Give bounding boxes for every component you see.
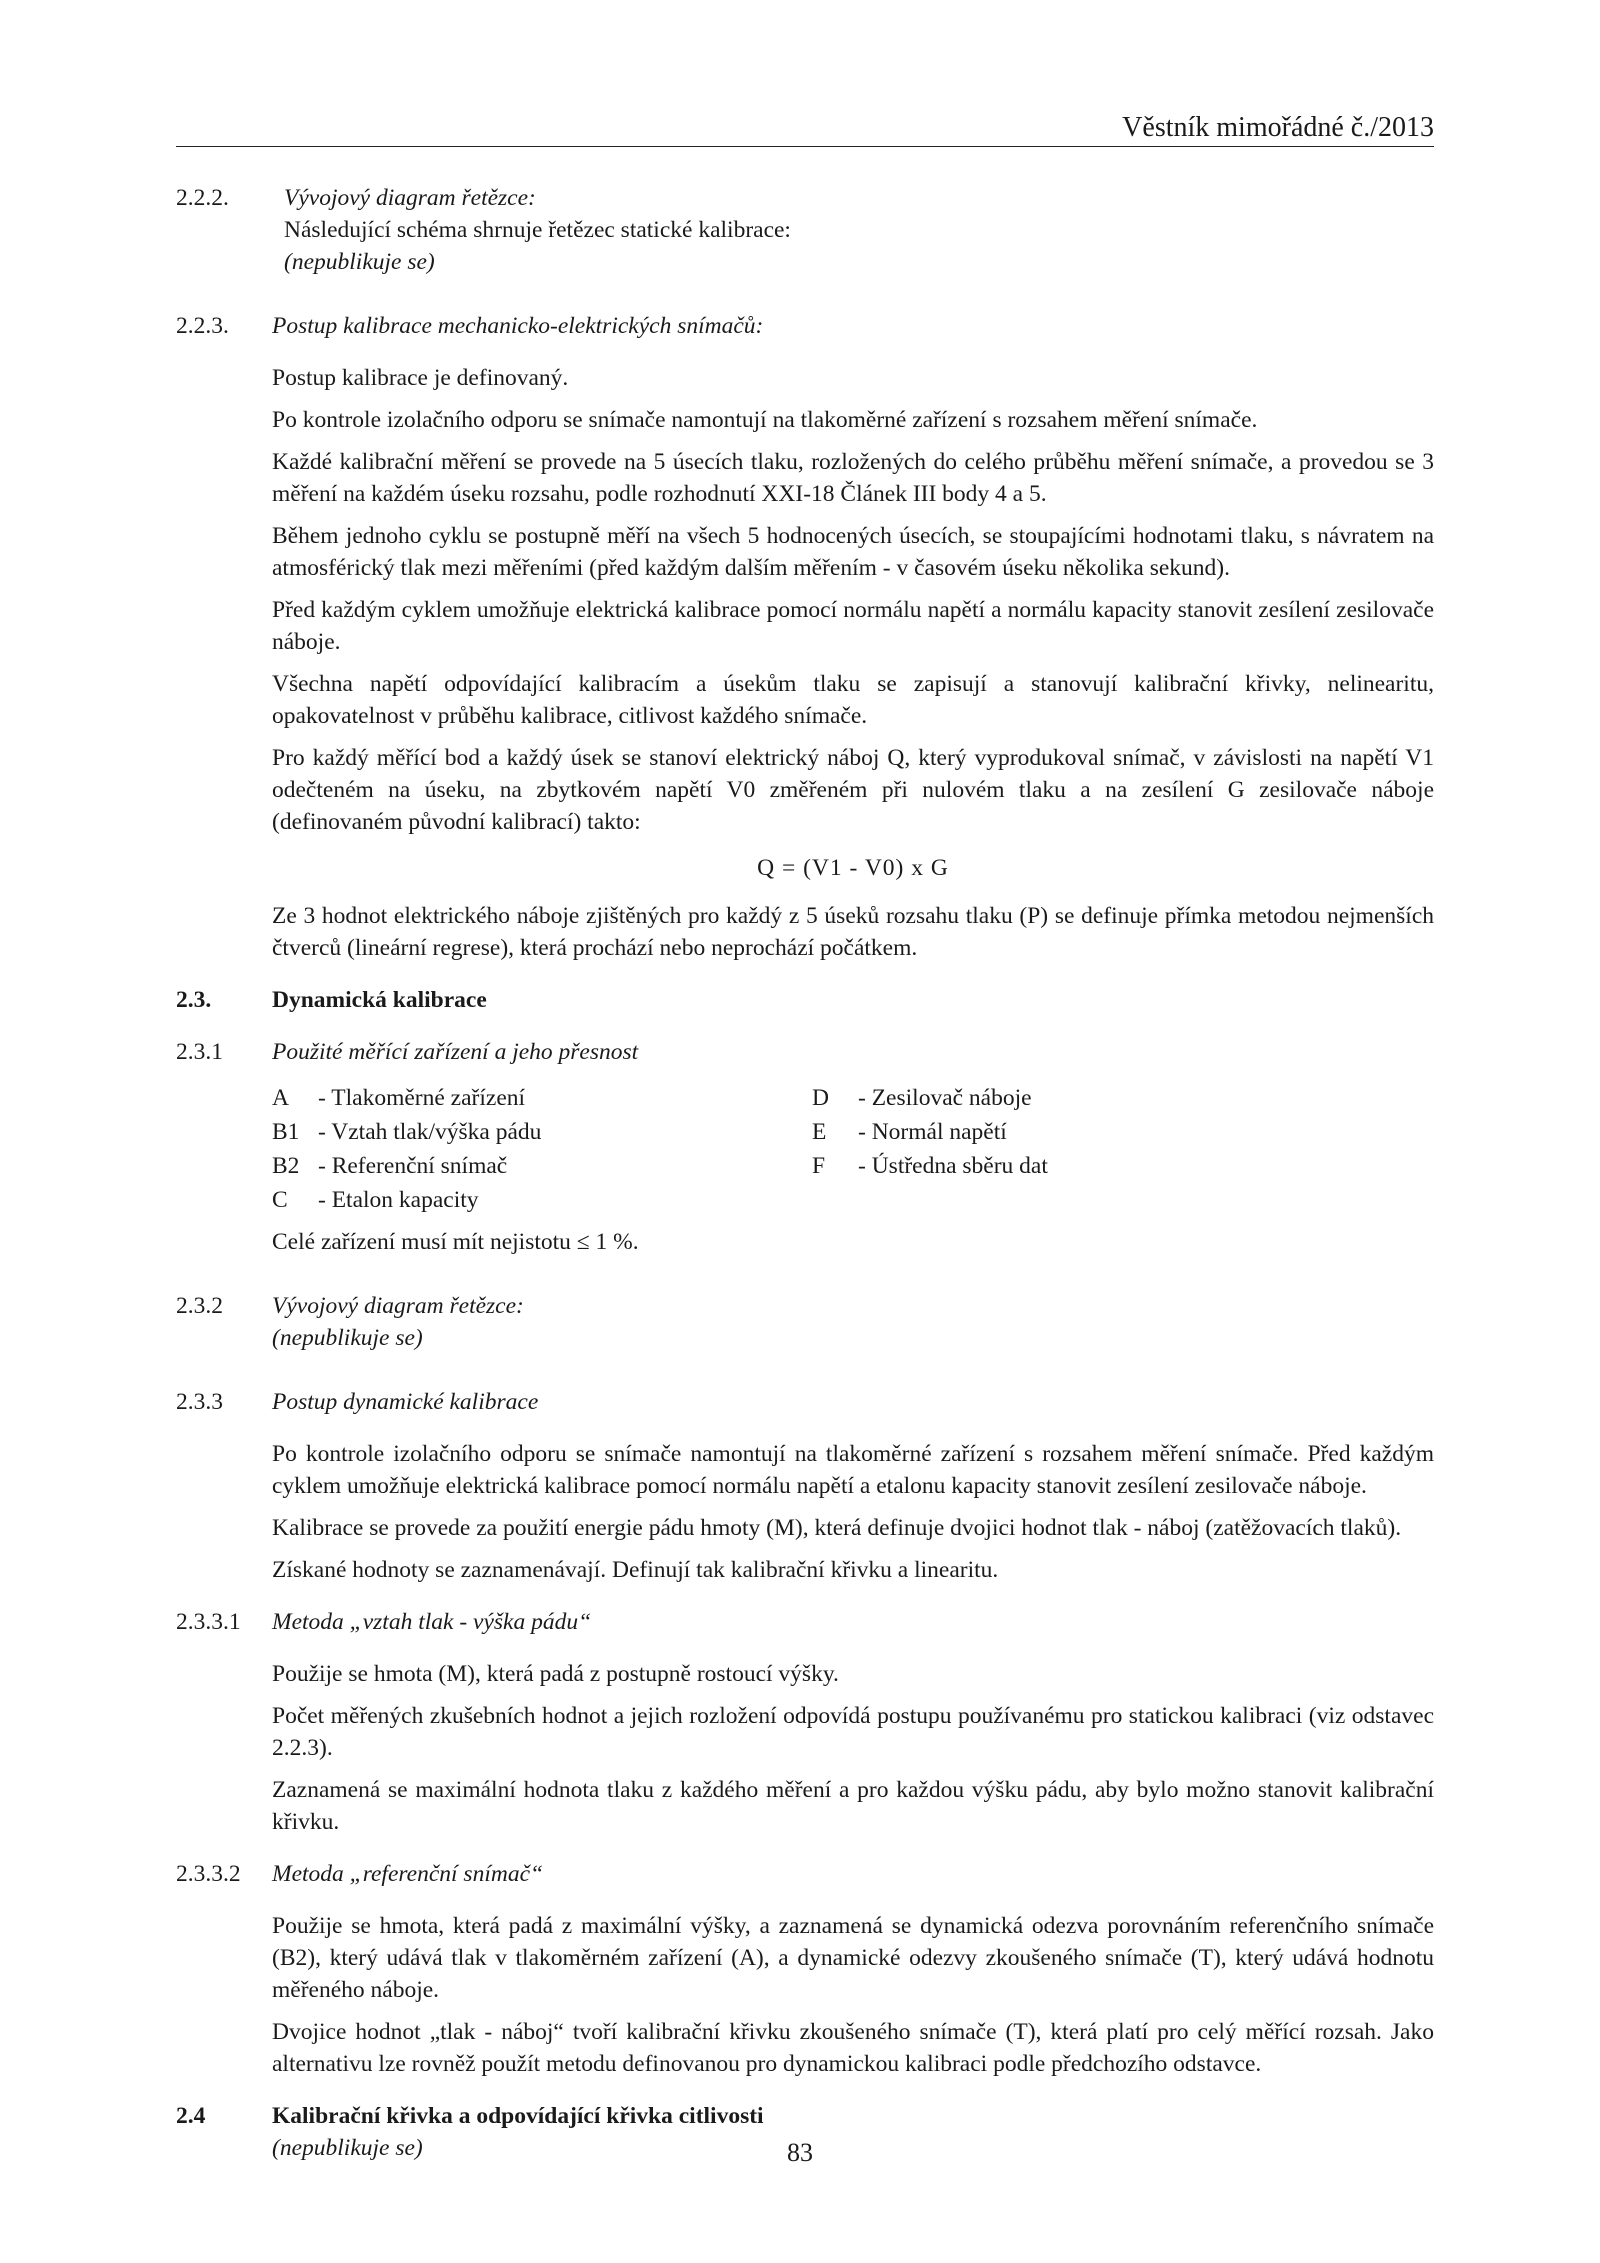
paragraph: Použije se hmota (M), která padá z postupně rostoucí výšky. <box>272 1661 839 1687</box>
paragraph: Během jednoho cyklu se postupně měří na všech 5 hodnocených úsecích, se stoupajícími hodnotami tlaku, s návratem na atmosférický tlak mezi měřeními (před každým dalším měřením - v časovém úseku několika sekund). <box>272 523 1434 581</box>
section-2-2-3 <box>176 310 1434 964</box>
page-number: 83 <box>787 2138 813 2167</box>
paragraph: Postup kalibrace je definovaný. <box>272 365 569 391</box>
paragraph: Všechna napětí odpovídající kalibracím a úsekům tlaku se zapisují a stanovují kalibrační křivky, nelinearitu, opakovatelnost v průběhu kalibrace, citlivost každého snímače. <box>272 671 1434 729</box>
uncertainty-requirement: Celé zařízení musí mít nejistotu ≤ 1 %. <box>272 1229 639 1255</box>
equipment-item: B2 - Referenční snímač <box>272 1153 508 1179</box>
header-rule <box>176 146 1434 147</box>
section-2-3-3-2 <box>176 1858 1434 2080</box>
section-number: 2.2.3. <box>176 313 229 339</box>
equipment-item: C - Etalon kapacity <box>272 1187 479 1213</box>
section-title: Postup dynamické kalibrace <box>272 1389 539 1415</box>
section-number: 2.3.1 <box>176 1039 223 1065</box>
paragraph: Počet měřených zkušebních hodnot a jejich rozložení odpovídá postupu používanému pro statickou kalibraci (viz odstavec 2.2.3). <box>272 1703 1434 1761</box>
section-number: 2.2.2. <box>176 185 229 211</box>
section-title: Vývojový diagram řetězce: <box>272 1293 524 1319</box>
equipment-list <box>272 1082 1434 1216</box>
paragraph: Zaznamená se maximální hodnota tlaku z každého měření a pro každou výšku pádu, aby bylo možno stanovit kalibrační křivku. <box>272 1777 1434 1835</box>
section-title: Vývojový diagram řetězce: <box>284 185 536 211</box>
section-2-3-2 <box>176 1290 1434 1354</box>
section-2-3-1 <box>176 1036 1434 1258</box>
charge-equation: Q = (V1 - V0) x G <box>757 855 949 881</box>
page-content <box>176 182 1434 2164</box>
section-title: Metoda „vztah tlak - výška pádu“ <box>272 1609 592 1635</box>
section-2-3-3 <box>176 1386 1434 1586</box>
paragraph: Po kontrole izolačního odporu se snímače namontují na tlakoměrné zařízení s rozsahem měření snímače. <box>272 407 1258 433</box>
equipment-item: E - Normál napětí <box>812 1119 1007 1145</box>
running-header: Věstník mimořádné č./2013 <box>1122 112 1434 143</box>
section-title: Použité měřící zařízení a jeho přesnost <box>272 1039 639 1065</box>
section-title: Postup kalibrace mechanicko-elektrických snímačů: <box>272 313 764 339</box>
paragraph: Pro každý měřící bod a každý úsek se stanoví elektrický náboj Q, který vyprodukoval snímač, v závislosti na napětí V1 odečteném na úseku, na zbytkovém napětí V0 změřeném při nulovém tlaku a na zesílení G zesilovače náboje (definovaném původní kalibrací) takto: <box>272 745 1434 835</box>
section-2-3-3-1 <box>176 1606 1434 1838</box>
not-published-note: (nepublikuje se) <box>272 1325 423 1351</box>
paragraph: Použije se hmota, která padá z maximální výšky, a zaznamená se dynamická odezva porovnáním referenčního snímače (B2), který udává tlak v tlakoměrném zařízení (A), a dynamické odezvy zkoušeného snímače (T), který udává hodnotu měřeného náboje. <box>272 1913 1434 2003</box>
section-number: 2.3.2 <box>176 1293 223 1319</box>
paragraph: Dvojice hodnot „tlak - náboj“ tvoří kalibrační křivku zkoušeného snímače (T), která platí pro celý měřící rozsah. Jako alternativu lze rovněž použít metodu definovanou pro dynamickou kalibraci podle předchozího odstavce. <box>272 2019 1434 2077</box>
paragraph: Kalibrace se provede za použití energie pádu hmoty (M), která definuje dvojici hodnot tlak - náboj (zatěžovacích tlaků). <box>272 1515 1402 1541</box>
section-title: Kalibrační křivka a odpovídající křivka citlivosti <box>272 2103 764 2129</box>
paragraph: Po kontrole izolačního odporu se snímače namontují na tlakoměrné zařízení s rozsahem měření snímače. Před každým cyklem umožňuje elektrická kalibrace pomocí normálu napětí a etalonu kapacity stanovit zesílení zesilovače náboje. <box>272 1441 1434 1499</box>
paragraph: Získané hodnoty se zaznamenávají. Definují tak kalibrační křivku a linearitu. <box>272 1557 999 1583</box>
section-2-2-2 <box>176 182 1434 278</box>
equipment-item: A - Tlakoměrné zařízení <box>272 1085 526 1111</box>
section-text: Následující schéma shrnuje řetězec statické kalibrace: <box>284 217 791 243</box>
paragraph: Ze 3 hodnot elektrického náboje zjištěných pro každý z 5 úseků rozsahu tlaku (P) se definuje přímka metodou nejmenších čtverců (lineární regrese), která prochází nebo neprochází počátkem. <box>272 903 1434 961</box>
section-number: 2.3.3 <box>176 1389 223 1415</box>
section-number: 2.3.3.2 <box>176 1861 241 1887</box>
not-published-note: (nepublikuje se) <box>284 249 435 275</box>
section-number: 2.3. <box>176 987 212 1013</box>
section-2-3 <box>176 984 1434 1016</box>
equipment-item: F - Ústředna sběru dat <box>812 1153 1048 1179</box>
section-number: 2.4 <box>176 2103 206 2129</box>
section-number: 2.3.3.1 <box>176 1609 241 1635</box>
paragraph: Každé kalibrační měření se provede na 5 úsecích tlaku, rozložených do celého průběhu měření snímače, a provedou se 3 měření na každém úseku rozsahu, podle rozhodnutí XXI-18 Článek III body 4 a 5. <box>272 449 1434 507</box>
equipment-item: B1 - Vztah tlak/výška pádu <box>272 1119 542 1145</box>
paragraph: Před každým cyklem umožňuje elektrická kalibrace pomocí normálu napětí a normálu kapacity stanovit zesílení zesilovače náboje. <box>272 597 1434 655</box>
not-published-note: (nepublikuje se) <box>272 2135 423 2161</box>
section-title: Metoda „referenční snímač“ <box>272 1861 544 1887</box>
section-title: Dynamická kalibrace <box>272 987 487 1013</box>
equipment-item: D - Zesilovač náboje <box>812 1085 1032 1111</box>
